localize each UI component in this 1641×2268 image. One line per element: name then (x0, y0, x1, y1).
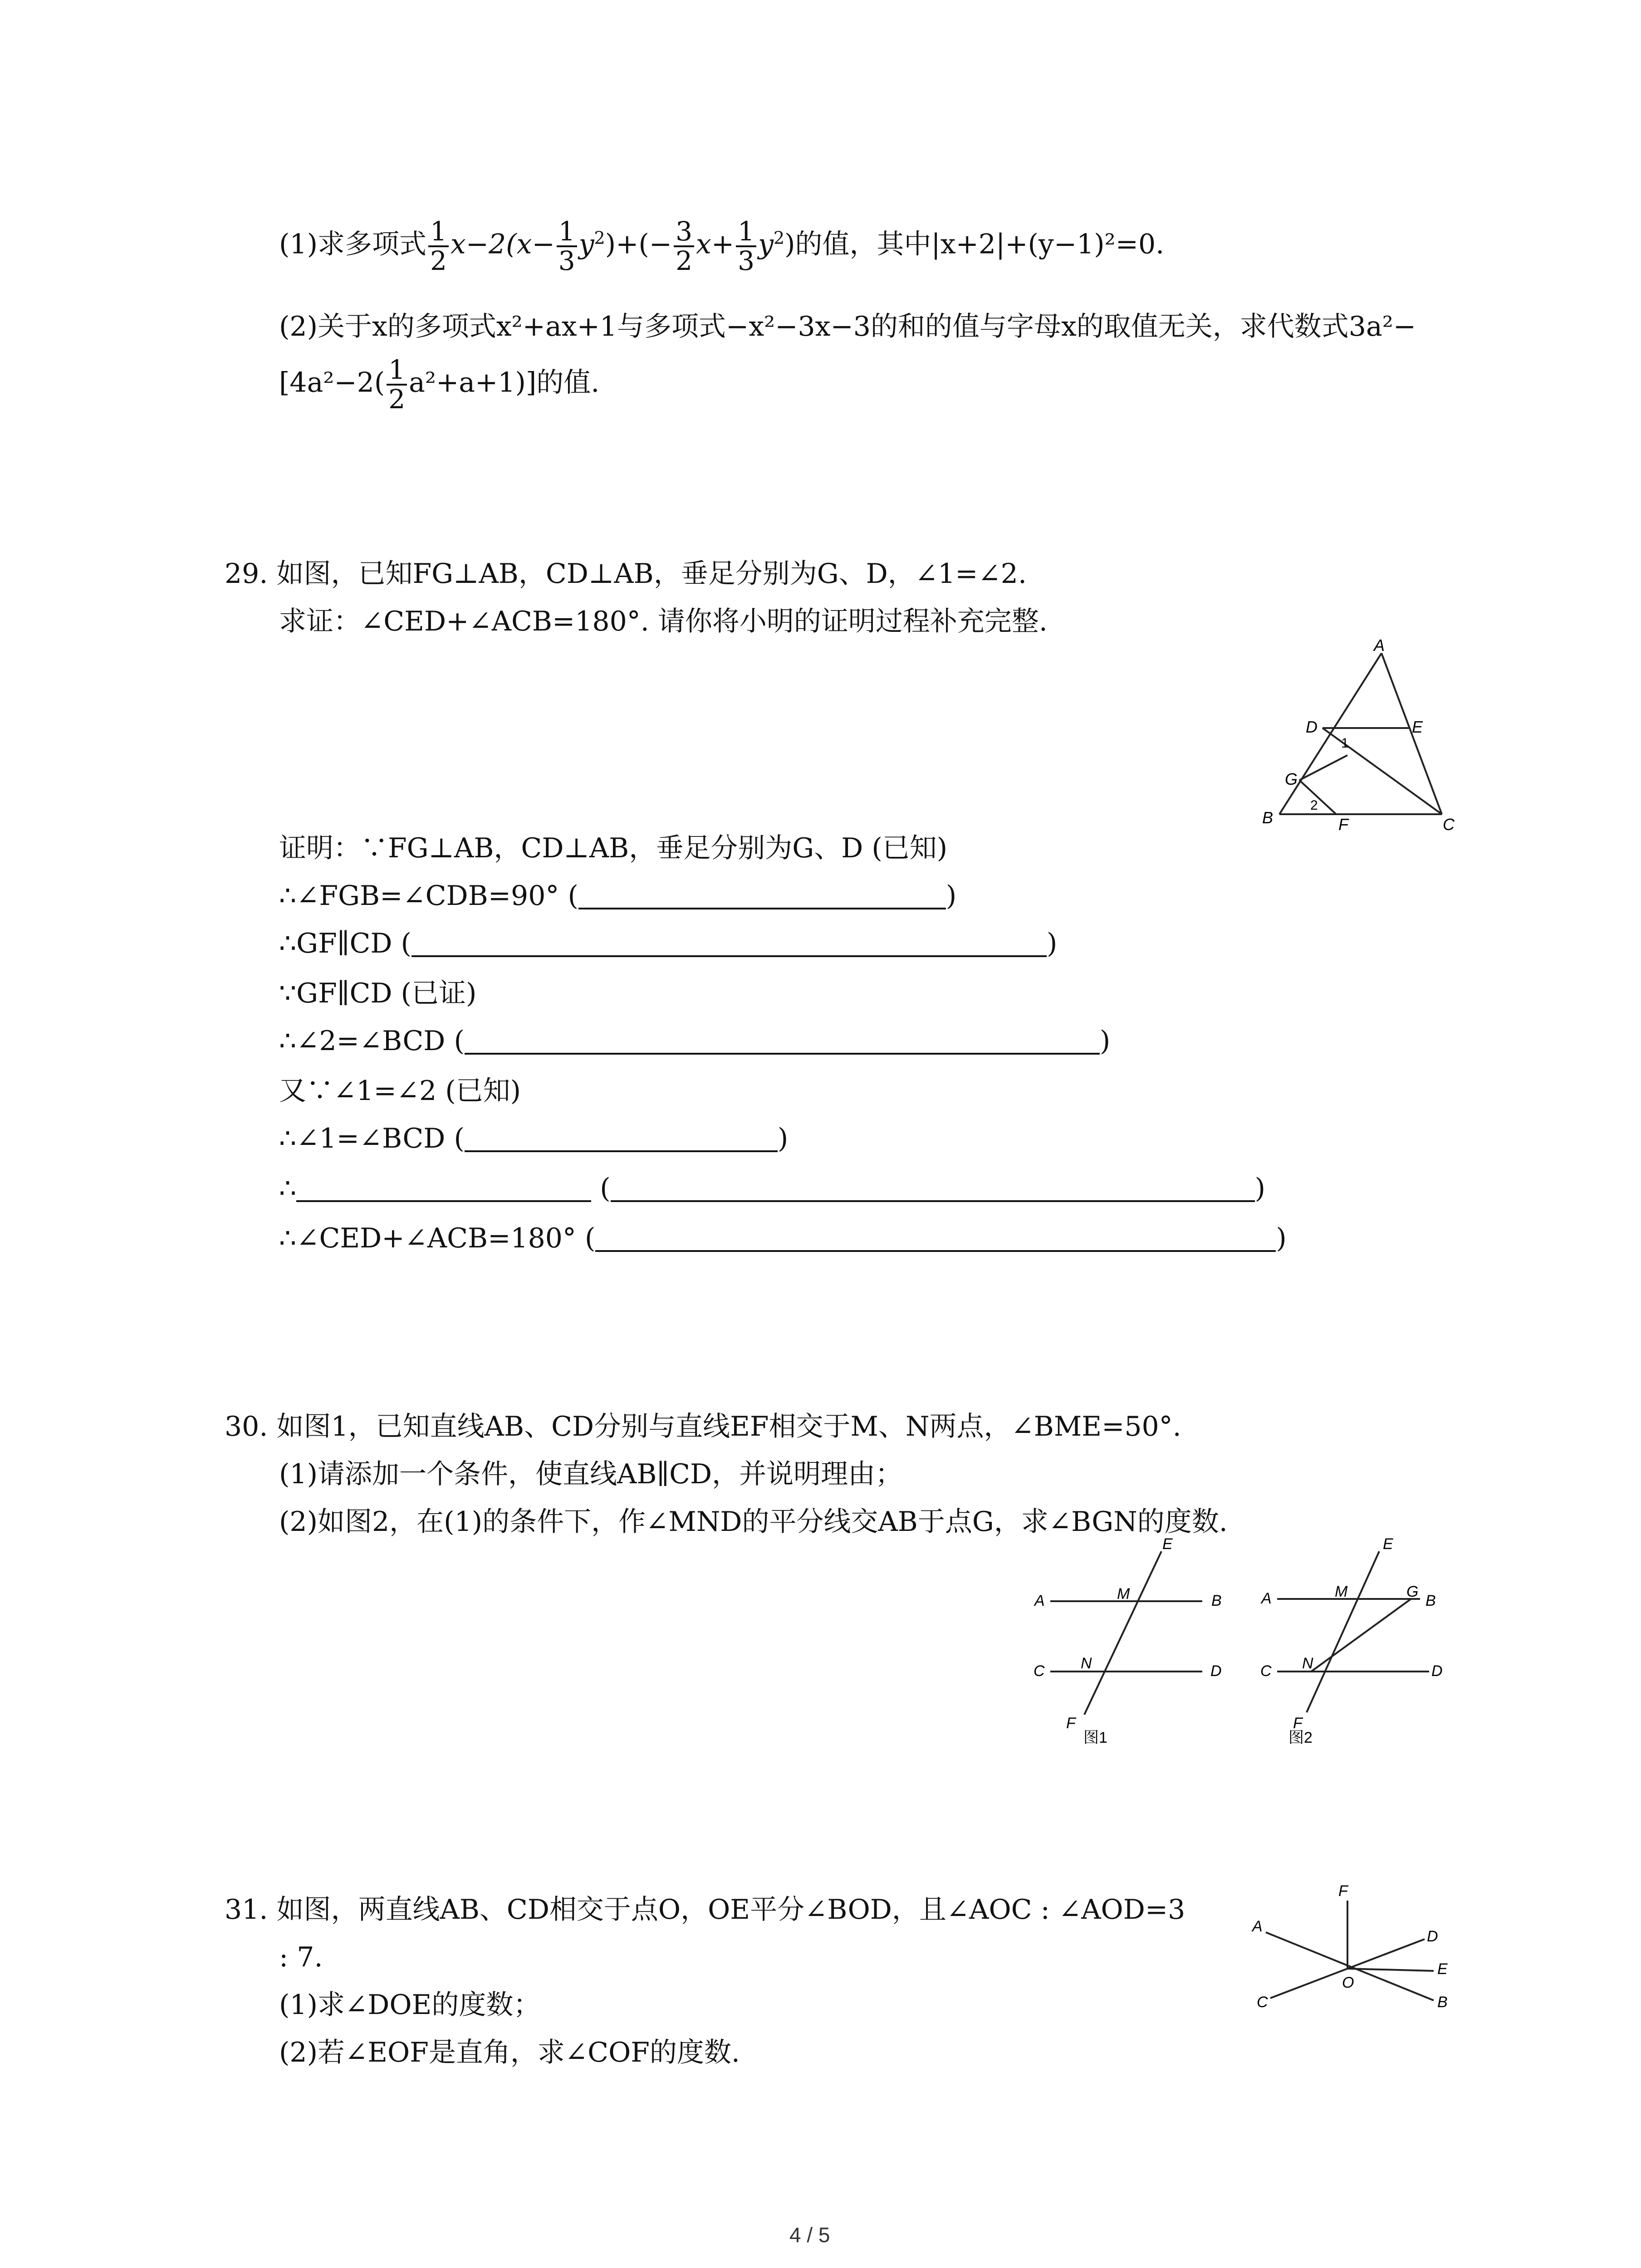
proof-line-5: 又∵∠1=∠2 (已知) (279, 1075, 521, 1107)
fraction: $\frac{1}{3}$ (557, 218, 577, 275)
q30-figure-1 (1030, 1533, 1239, 1746)
fraction: $\frac{1}{2}$ (428, 218, 449, 275)
answer-blank[interactable] (595, 1225, 1276, 1252)
q30-line2: (1)请添加一个条件，使直线AB∥CD，并说明理由； (279, 1458, 903, 1490)
svg-text:B: B (1211, 1592, 1222, 1609)
svg-text:B: B (1262, 808, 1274, 827)
svg-text:D: D (1427, 1928, 1438, 1945)
svg-text:M: M (1335, 1583, 1348, 1600)
svg-text:E: E (1412, 718, 1423, 736)
svg-text:图2: 图2 (1288, 1729, 1313, 1746)
svg-text:G: G (1285, 770, 1298, 788)
answer-blank[interactable] (611, 1175, 1255, 1202)
q31-line4: (2)若∠EOF是直角，求∠COF的度数. (279, 2037, 740, 2068)
q29-line1: 29. 如图，已知FG⊥AB，CD⊥AB，垂足分别为G、D，∠1=∠2. (225, 558, 1027, 590)
svg-text:D: D (1306, 718, 1318, 736)
q30-line3: (2)如图2，在(1)的条件下，作∠MND的平分线交AB于点G，求∠BGN的度数. (279, 1506, 1228, 1538)
svg-text:1: 1 (1341, 736, 1349, 751)
proof-line-3: ∵GF∥CD (已证) (279, 978, 477, 1009)
proof-line-1: ∴∠FGB=∠CDB=90° ( ) (279, 880, 957, 912)
q31-line2: : 7. (279, 1941, 323, 1973)
svg-text:图1: 图1 (1083, 1729, 1107, 1746)
svg-text:E: E (1437, 1960, 1448, 1978)
svg-text:C: C (1443, 815, 1455, 834)
svg-text:D: D (1431, 1662, 1443, 1680)
answer-blank[interactable] (578, 882, 946, 909)
proof-line-7: ∴ ( ) (279, 1173, 1266, 1204)
svg-text:E: E (1162, 1535, 1173, 1553)
answer-blank[interactable] (465, 1027, 1100, 1055)
proof-line-2: ∴GF∥CD ( ) (279, 928, 1058, 959)
svg-text:A: A (1374, 640, 1385, 655)
svg-text:A: A (1261, 1590, 1272, 1607)
answer-blank[interactable] (411, 930, 1047, 957)
svg-text:C: C (1260, 1662, 1272, 1680)
svg-text:F: F (1338, 1882, 1348, 1900)
answer-blank[interactable] (465, 1125, 778, 1152)
svg-text:M: M (1117, 1585, 1130, 1603)
proof-line-4: ∴∠2=∠BCD ( ) (279, 1025, 1111, 1057)
svg-text:F: F (1293, 1715, 1303, 1732)
svg-text:G: G (1406, 1583, 1419, 1600)
proof-line-0: 证明：∵FG⊥AB，CD⊥AB，垂足分别为G、D (已知) (279, 832, 948, 864)
svg-text:C: C (1034, 1662, 1045, 1680)
fraction: $\frac{3}{2}$ (674, 218, 694, 275)
answer-blank[interactable] (296, 1175, 591, 1202)
svg-text:B: B (1437, 1994, 1448, 2011)
proof-line-8: ∴∠CED+∠ACB=180° ( ) (279, 1222, 1287, 1254)
q30-line1: 30. 如图1，已知直线AB、CD分别与直线EF相交于M、N两点，∠BME=50°. (225, 1411, 1181, 1442)
q31-line1: 31. 如图，两直线AB、CD相交于点O，OE平分∠BOD，且∠AOC : ∠AOD=3 (225, 1894, 1185, 1926)
q28-p1-head: (1)求多项式 (279, 228, 426, 260)
svg-text:F: F (1338, 815, 1348, 834)
svg-text:F: F (1066, 1715, 1076, 1732)
svg-text:N: N (1081, 1655, 1092, 1672)
q29-line2: 求证：∠CED+∠ACB=180°. 请你将小明的证明过程补充完整. (279, 606, 1048, 637)
q31-line3: (1)求∠DOE的度数； (279, 1989, 541, 2021)
svg-text:N: N (1302, 1655, 1313, 1672)
svg-text:E: E (1383, 1535, 1393, 1553)
svg-text:2: 2 (1310, 798, 1318, 813)
fraction: $\frac{1}{3}$ (736, 218, 756, 275)
q31-lines-figure (1243, 1878, 1470, 2023)
q29-triangle-figure (1252, 640, 1470, 839)
q28-part1: (1)求多项式 $\frac{1}{2}$ x−2(x− $\frac{1}{3}$ $y^2)+(-$ $\frac{3}{2}$ x+ $\frac{1}{3}$ $y^2$)的值，其中|x+2|+(y−1)²=0. (279, 216, 1165, 276)
q28-part2-line1: (2)关于x的多项式x²+ax+1与多项式−x²−3x−3的和的值与字母x的取值无关，求代数式3a²− (279, 311, 1416, 342)
fraction: $\frac{1}{2}$ (387, 356, 407, 413)
svg-text:A: A (1252, 1918, 1263, 1935)
page-number: 4 / 5 (789, 2223, 830, 2247)
q28-part2-line2: [4a²−2( $\frac{1}{2}$ a²+a+1)]的值. (279, 354, 600, 415)
q30-figure-2 (1257, 1533, 1465, 1746)
svg-text:B: B (1425, 1592, 1436, 1609)
proof-line-6: ∴∠1=∠BCD ( ) (279, 1123, 789, 1154)
svg-text:C: C (1257, 1994, 1268, 2011)
svg-text:D: D (1210, 1662, 1222, 1680)
svg-text:O: O (1342, 1974, 1354, 1991)
svg-text:A: A (1034, 1592, 1045, 1609)
